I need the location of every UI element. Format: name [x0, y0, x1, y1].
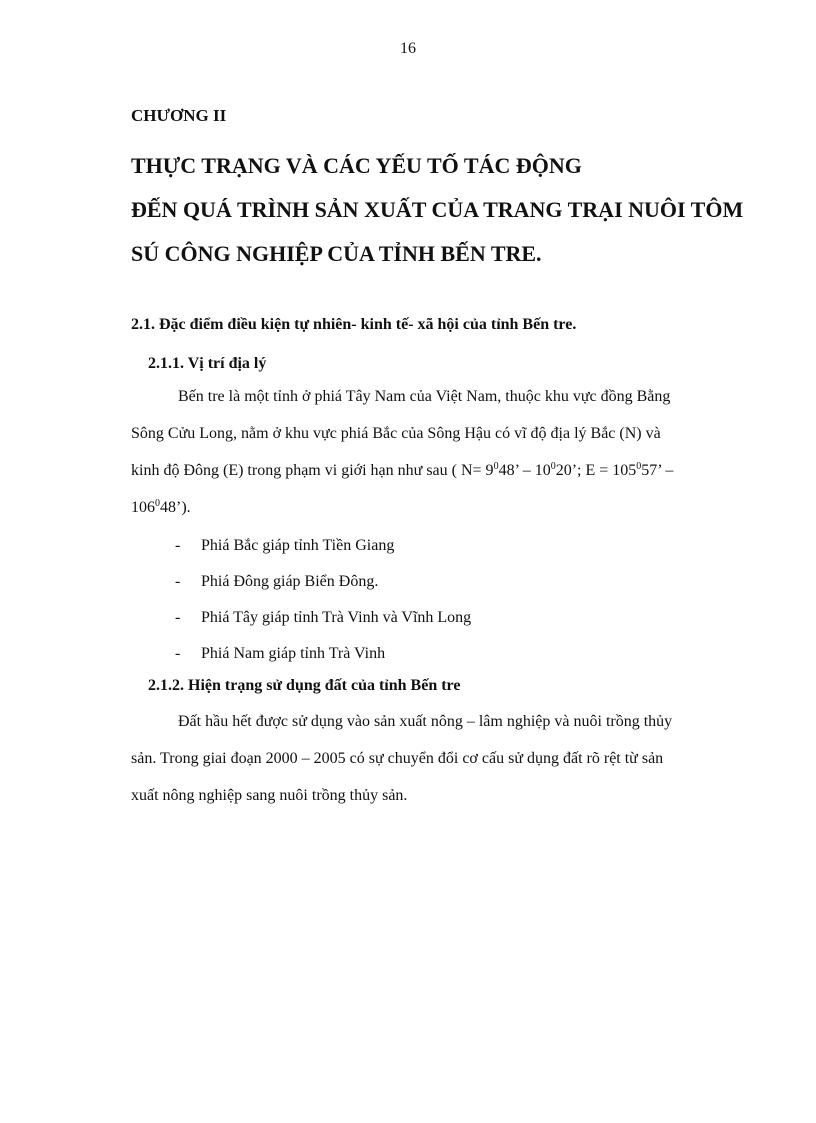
chapter-title-line: SÚ CÔNG NGHIỆP CỦA TỈNH BẾN TRE. [131, 241, 542, 266]
subsection-heading: 2.1.1. Vị trí địa lý [148, 355, 267, 372]
list-item [175, 600, 471, 636]
section-heading: 2.1. Đặc điểm điều kiện tự nhiên- kinh tế- xã hội của tỉnh Bến tre. [131, 316, 577, 333]
chapter-title-line: THỰC TRẠNG VÀ CÁC YẾU TỐ TÁC ĐỘNG [131, 153, 582, 178]
page-number: 16 [400, 40, 416, 57]
chapter-title-line: ĐẾN QUÁ TRÌNH SẢN XUẤT CỦA TRANG TRẠI NUÔI TÔM [131, 197, 744, 222]
coord-text: 57’ – [641, 462, 674, 479]
list-item-text: Phiá Bắc giáp tỉnh Tiền Giang [201, 537, 395, 554]
paragraph-location [131, 378, 737, 526]
dash-marker: - [175, 609, 181, 626]
degree-mark: 0 [493, 461, 499, 472]
paragraph-line: Sông Cửu Long, nằm ở khu vực phiá Bắc của Sông Hậu có vĩ độ địa lý Bắc (N) và [131, 425, 661, 442]
list-item [175, 564, 471, 600]
paragraph-line: xuất nông nghiệp sang nuôi trồng thủy sản. [131, 787, 408, 804]
border-list [175, 528, 471, 672]
dash-marker: - [175, 537, 181, 554]
degree-mark: 0 [155, 498, 160, 509]
list-item [175, 528, 471, 564]
coord-text: 106 [131, 499, 155, 516]
list-item [175, 636, 471, 672]
paragraph-line: sản. Trong giai đoạn 2000 – 2005 có sự chuyển đổi cơ cấu sử dụng đất rõ rệt từ sản [131, 750, 664, 767]
dash-marker: - [175, 573, 181, 590]
paragraph-line: Bến tre là một tỉnh ở phiá Tây Nam của Việt Nam, thuộc khu vực đồng Bằng [178, 388, 671, 405]
chapter-label: CHƯƠNG II [131, 106, 227, 125]
paragraph-line-coordinates [131, 489, 737, 526]
paragraph-line: Đất hầu hết được sử dụng vào sản xuất nông – lâm nghiệp và nuôi trồng thủy [178, 713, 673, 730]
coord-text: kinh độ Đông (E) trong phạm vi giới hạn như sau ( N= 9 [131, 462, 494, 479]
subsection-heading: 2.1.2. Hiện trạng sử dụng đất của tỉnh Bến tre [148, 677, 461, 694]
coord-text: 20’; E = 105 [555, 462, 637, 479]
list-item-text: Phiá Đông giáp Biển Đông. [201, 573, 379, 590]
chapter-title [131, 144, 771, 276]
paragraph-line-coordinates [131, 452, 737, 489]
list-item-text: Phiá Nam giáp tỉnh Trà Vinh [201, 645, 386, 662]
degree-mark: 0 [636, 461, 642, 472]
dash-marker: - [175, 645, 181, 662]
paragraph-land-use [131, 703, 737, 814]
degree-mark: 0 [550, 461, 556, 472]
coord-text: 48’). [160, 499, 191, 516]
list-item-text: Phiá Tây giáp tỉnh Trà Vinh và Vĩnh Long [201, 609, 472, 626]
coord-text: 48’ – 10 [498, 462, 551, 479]
